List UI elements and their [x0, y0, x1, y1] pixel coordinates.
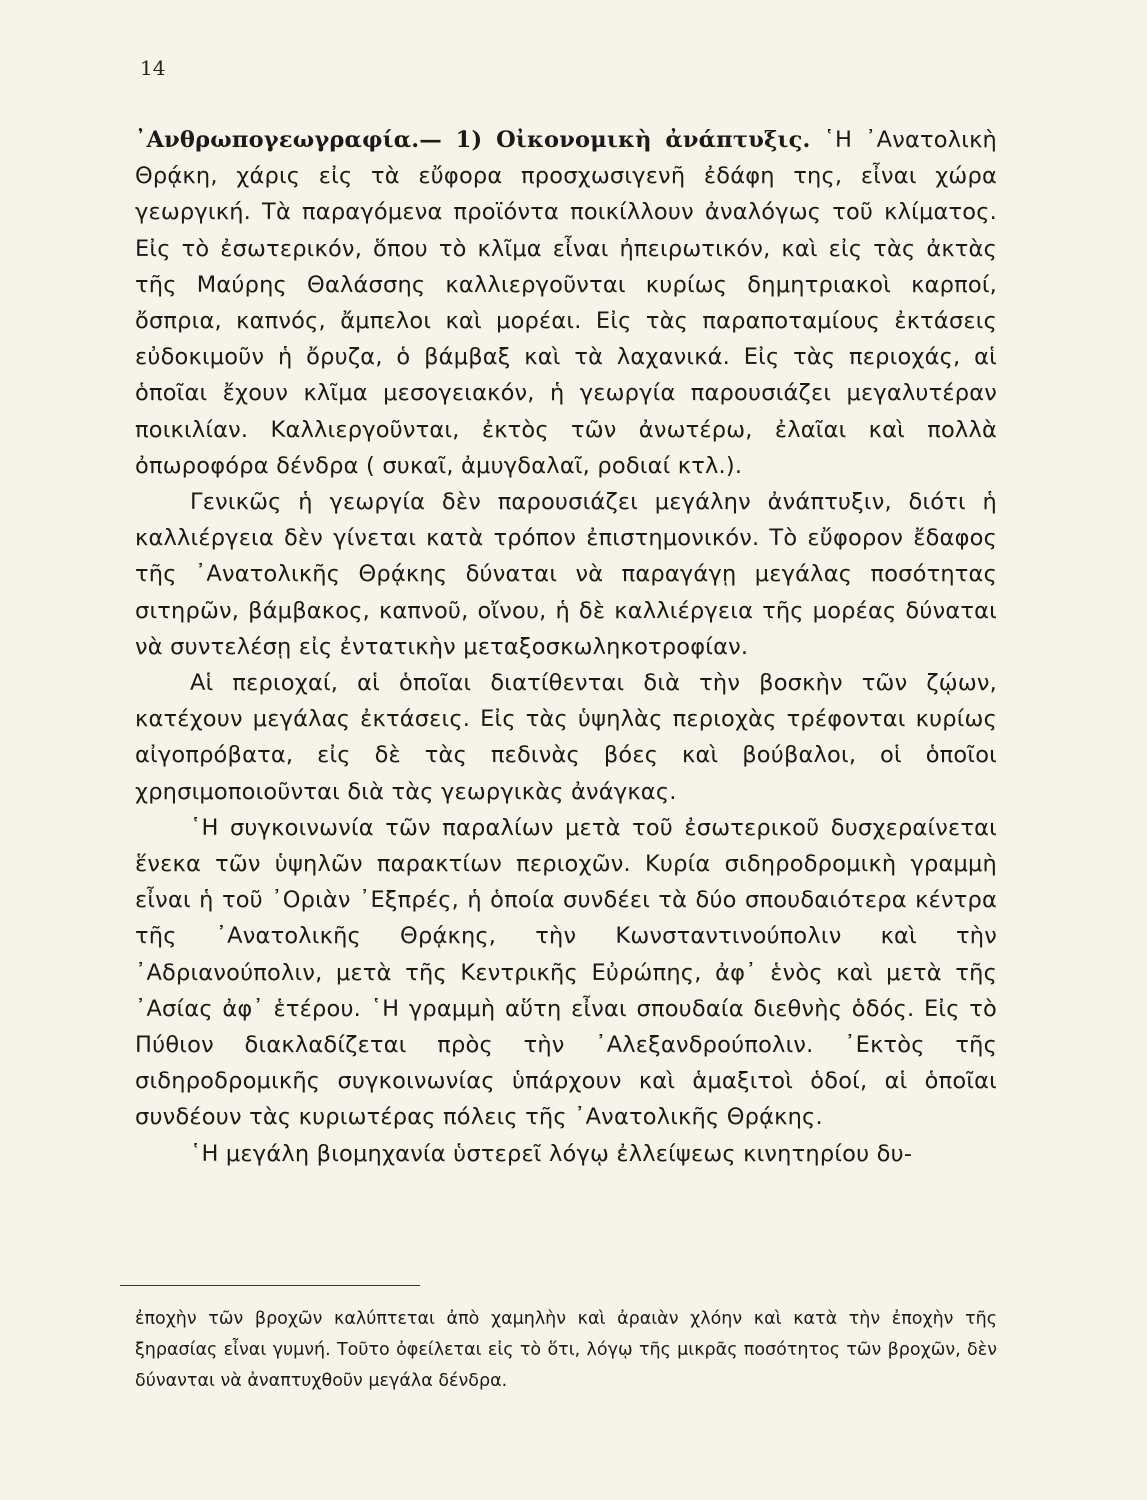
page-number: 14 [140, 56, 166, 80]
paragraph-1-text: ῾Η ᾿Ανατολικὴ Θρᾴκη, χάρις εἰς τὰ εὔφορα προσχωσιγενῆ ἐδάφη της, εἶναι χώρα γεωργική. Τὰ παραγόμενα προϊόντα ποικίλλουν ἀναλόγως τοῦ κλίματος. Εἰς τὸ ἐσωτερικόν, ὅπου τὸ κλῖμα εἶναι ἠπειρωτικόν, καὶ εἰς τὰς ἀκτὰς τῆς Μαύρης Θαλάσσης καλλιεργοῦνται κυρίως δημητριακοὶ καρποί, ὄσπρια, καπνός, ἄμπελοι καὶ μορέαι. Εἰς τὰς παραποταμίους ἐκτάσεις εὐδοκιμοῦν ἡ ὄρυζα, ὁ βάμβαξ καὶ τὰ λαχανικά. Εἰς τὰς περιοχάς, αἱ ὁποῖαι ἔχουν κλῖμα μεσογειακόν, ἡ γεωργία παρουσιάζει μεγαλυτέραν ποικιλίαν. Καλλιεργοῦνται, ἐκτὸς τῶν ἀνωτέρω, ἐλαῖαι καὶ πολλὰ ὀπωροφόρα δένδρα ( συκαῖ, ἀμυγδαλαῖ, ροδιαί κτλ.). [135, 127, 997, 479]
main-text [135, 122, 997, 1172]
paragraph-5: ῾Η μεγάλη βιομηχανία ὑστερεῖ λόγῳ ἐλλείψεως κινητηρίου δυ- [190, 1140, 913, 1167]
footnote-divider [120, 1285, 420, 1286]
footnote [135, 1304, 997, 1397]
paragraph-1 [135, 122, 997, 484]
paragraph-4: ῾Η συγκοινωνία τῶν παραλίων μετὰ τοῦ ἐσωτερικοῦ δυσχεραίνεται ἕνεκα τῶν ὑψηλῶν παρακτίων περιοχῶν. Κυρία σιδηροδρομικὴ γραμμὴ εἶναι ἡ τοῦ ᾿Οριὰν ᾿Εξπρές, ἡ ὁποία συνδέει τὰ δύο σπουδαιότερα κέντρα τῆς ᾿Ανατολικῆς Θρᾴκης, τὴν Κωνσταντινούπολιν καὶ τὴν ᾿Αδριανούπολιν, μετὰ τῆς Κεντρικῆς Εὐρώπης, ἀφ᾿ ἑνὸς καὶ μετὰ τῆς ᾿Ασίας ἀφ᾿ ἑτέρου. ῾Η γραμμὴ αὕτη εἶναι σπουδαία διεθνὴς ὁδός. Εἰς τὸ Πύθιον διακλαδίζεται πρὸς τὴν ᾿Αλεξανδρούπολιν. ᾿Εκτὸς τῆς σιδηροδρομικῆς συγκοινωνίας ὑπάρχουν καὶ ἁμαξιτοὶ ὁδοί, αἱ ὁποῖαι συνδέουν τὰς κυριωτέρας πόλεις τῆς ᾿Ανατολικῆς Θρᾴκης. [135, 814, 997, 1131]
paragraph-2: Γενικῶς ἡ γεωργία δὲν παρουσιάζει μεγάλην ἀνάπτυξιν, διότι ἡ καλλιέργεια δὲν γίνεται κατὰ τρόπον ἐπιστημονικόν. Τὸ εὔφορον ἔδαφος τῆς ᾿Ανατολικῆς Θρᾴκης δύναται νὰ παραγάγῃ μεγάλας ποσότητας σιτηρῶν, βάμβακος, καπνοῦ, οἴνου, ἡ δὲ καλλιέργεια τῆς μορέας δύναται νὰ συντελέσῃ εἰς ἐντατικὴν μεταξοσκωληκοτροφίαν. [135, 489, 997, 660]
section-heading: ᾿Ανθρωπογεωγραφία.— 1) Οἰκονομικὴ ἀνάπτυξις. [135, 127, 811, 153]
footnote-text: ἐποχὴν τῶν βροχῶν καλύπτεται ἀπὸ χαμηλὴν καὶ ἀραιὰν χλόην καὶ κατὰ τὴν ἐποχὴν τῆς ξηρασίας εἶναι γυμνή. Τοῦτο ὀφείλεται εἰς τὸ ὅτι, λόγῳ τῆς μικρᾶς ποσότητος τῶν βροχῶν, δὲν δύνανται νὰ ἀναπτυχθοῦν μεγάλα δένδρα. [135, 1309, 997, 1391]
paragraph-3: Αἱ περιοχαί, αἱ ὁποῖαι διατίθενται διὰ τὴν βοσκὴν τῶν ζῴων, κατέχουν μεγάλας ἐκτάσεις. Εἰς τὰς ὑψηλὰς περιοχὰς τρέφονται κυρίως αἰγοπρόβατα, εἰς δὲ τὰς πεδινὰς βόες καὶ βούβαλοι, οἱ ὁποῖοι χρησιμοποιοῦνται διὰ τὰς γεωργικὰς ἀνάγκας. [135, 670, 997, 805]
